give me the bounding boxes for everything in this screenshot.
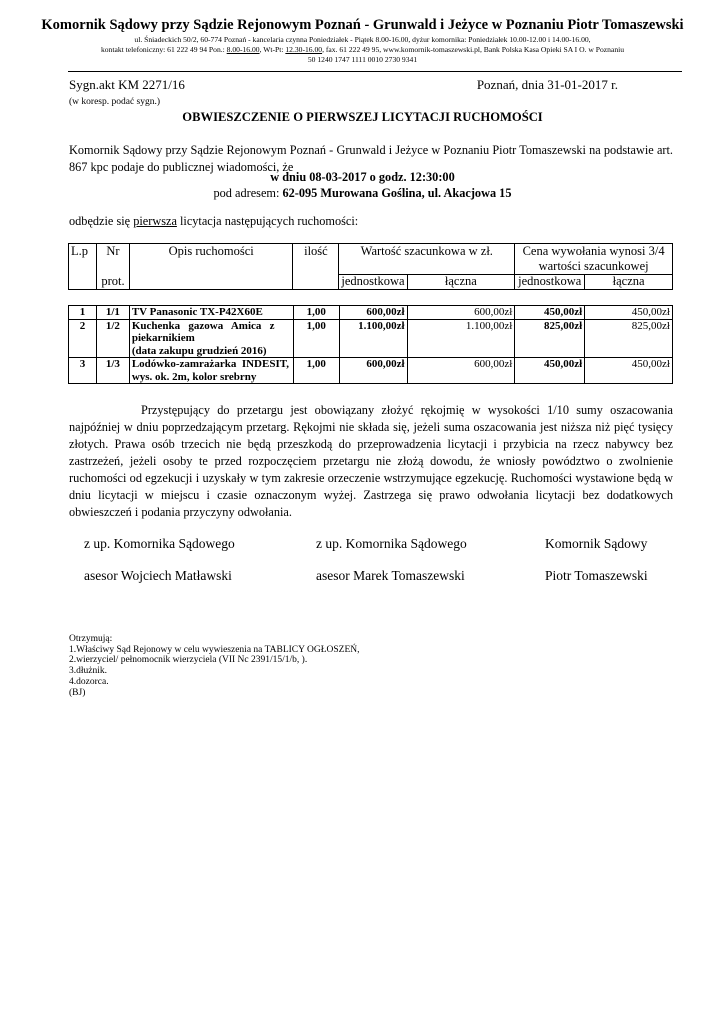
item-cena-laczna: 450,00zł <box>585 306 673 320</box>
recipient-item: (BJ) <box>69 687 86 698</box>
item-nr: 1/2 <box>96 319 129 358</box>
signature-name-2: asesor Marek Tomaszewski <box>316 568 465 583</box>
signature-role-2: z up. Komornika Sądowego <box>316 536 467 551</box>
case-note: (w koresp. podać sygn.) <box>69 97 161 107</box>
item-nr: 1/3 <box>96 358 129 384</box>
signature-role-3: Komornik Sądowy <box>545 536 648 551</box>
auction-address: 62-095 Murowana Goślina, ul. Akacjowa 15 <box>282 186 512 200</box>
contact-hours-monday: 8.00-16.00 <box>226 45 260 54</box>
item-ilosc: 1,00 <box>293 319 339 358</box>
case-number: Sygn.akt KM 2271/16 <box>69 77 185 92</box>
table-row <box>69 319 673 358</box>
recipients-list <box>69 634 360 698</box>
recipient-item: 1.Właściwy Sąd Rejonowy w celu wywieszenia na TABLICY OGŁOSZEŃ, <box>69 644 360 655</box>
item-cena-jedn: 450,00zł <box>515 358 585 384</box>
item-opis-line: Lodówko-zamrażarka INDESIT, <box>131 358 289 370</box>
item-wart-laczna: 600,00zł <box>407 358 515 384</box>
place-date: Poznań, dnia 31-01-2017 r. <box>476 77 618 92</box>
header-prot: prot. <box>96 275 129 290</box>
header-opis: Opis ruchomości <box>129 244 293 290</box>
item-cena-laczna: 825,00zł <box>585 319 673 358</box>
item-opis <box>129 319 293 358</box>
intro-text: Komornik Sądowy przy Sądzie Rejonowym Poznań - Grunwald i Jeżyce w Poznaniu Piotr Tomaszewski na podstawie art. 867 kpc podaje do publicznej wiadomości, że <box>69 143 673 174</box>
signature-role-1: z up. Komornika Sądowego <box>84 536 235 551</box>
recipient-item: 2.wierzyciel/ pełnomocnik wierzyciela (VII Nc 2391/15/1/b, ). <box>69 655 308 666</box>
item-wart-laczna: 600,00zł <box>407 306 515 320</box>
item-opis-line: wys. ok. 2m, kolor srebrny <box>131 370 257 383</box>
item-opis-line: piekarnikiem <box>131 332 195 344</box>
item-cena-jedn: 825,00zł <box>515 319 585 358</box>
contact-separator: , Wt-Pt: <box>259 45 286 54</box>
item-nr: 1/1 <box>96 306 129 320</box>
item-lp: 1 <box>69 306 97 320</box>
header-wart-laczna: łączna <box>407 275 515 290</box>
item-wart-jedn: 600,00zł <box>339 358 407 384</box>
header-cena-laczna: łączna <box>585 275 673 290</box>
header-cena: Cena wywołania wynosi 3/4 wartości szacunkowej <box>515 244 673 275</box>
auction-date: w dniu 08-03-2017 o godz. 12:30:00 <box>270 170 455 184</box>
office-contact-line <box>0 45 725 54</box>
contact-fax-bank: , fax. 61 222 49 95, www.komornik-tomaszewski.pl, Bank Polska Kasa Opieki SA I O. w Poznaniu <box>322 45 625 54</box>
item-wart-laczna: 1.100,00zł <box>407 319 515 358</box>
announcement-underlined: pierwsza <box>133 214 177 228</box>
signature-name-3: Piotr Tomaszewski <box>545 568 648 583</box>
item-wart-jedn: 600,00zł <box>339 306 407 320</box>
header-lp: L.p <box>69 244 97 290</box>
item-cena-jedn: 450,00zł <box>515 306 585 320</box>
item-lp: 3 <box>69 358 97 384</box>
header-wartosc: Wartość szacunkowa w zł. <box>339 244 515 275</box>
recipients-title: Otrzymują: <box>69 634 113 644</box>
announcement-before: odbędzie się <box>69 214 134 228</box>
items-table <box>68 305 673 384</box>
item-opis-line: (data zakupu grudzień 2016) <box>131 344 267 357</box>
office-address-line: ul. Śniadeckich 50/2, 60-774 Poznań - kancelaria czynna Poniedziałek - Piątek 8.00-16.00, dyżur komornika: Poniedziałek 10.00-12.00 i 14.00-16.00, <box>134 35 591 44</box>
auction-terms-paragraph: Przystępujący do przetargu jest obowiązany złożyć rękojmię w wysokości 1/10 sumy oszacowania najpóźniej w dniu poprzedzającym przetarg. Rękojmi nie składa się, jeżeli suma oszacowania jest niższa niż pięć tysięcy złotych. Prawa osób trzecich nie będą przeszkodą do przeprowadzenia licytacji i przybicia na rzecz nabywcy bez zastrzeżeń, jeżeli osoby te przed rozpoczęciem przetargu nie złożą dowodu, że wniosły powództwo o zwolnienie ruchomości od egzekucji i uzyskały w tym zakresie orzeczenie wstrzymujące egzekucję. Ruchomości wystawione będą w dniu licytacji w miejscu i czasie oznaczonym wyżej. Zastrzega się prawo odwołania licytacji bez dodatkowych obwieszczeń i podania przyczyny odwołania. <box>69 403 673 519</box>
auction-address-line <box>0 186 725 201</box>
address-prefix: pod adresem: <box>213 186 283 200</box>
item-wart-jedn: 1.100,00zł <box>339 319 407 358</box>
header-divider <box>68 71 682 72</box>
table-row <box>69 358 673 384</box>
item-ilosc: 1,00 <box>293 306 339 320</box>
auction-announcement <box>69 214 358 229</box>
item-cena-laczna: 450,00zł <box>585 358 673 384</box>
office-title: Komornik Sądowy przy Sądzie Rejonowym Poznań - Grunwald i Jeżyce w Poznaniu Piotr Tomaszewski <box>41 17 684 33</box>
document-title: OBWIESZCZENIE O PIERWSZEJ LICYTACJI RUCHOMOŚCI <box>182 110 543 124</box>
item-opis-line: TV Panasonic TX-P42X60E <box>131 306 263 318</box>
item-lp: 2 <box>69 319 97 358</box>
contact-phone: kontakt telefoniczny: 61 222 49 94 Pon.: <box>100 45 227 54</box>
recipient-item: 4.dozorca. <box>69 676 109 687</box>
items-table-header <box>68 243 673 290</box>
signature-name-1: asesor Wojciech Matławski <box>84 568 232 583</box>
item-opis <box>129 358 293 384</box>
item-ilosc: 1,00 <box>293 358 339 384</box>
header-ilosc: ilość <box>293 244 339 290</box>
item-opis <box>129 306 293 320</box>
header-nr: Nr <box>96 244 129 275</box>
item-opis-line: Kuchenka gazowa Amica z <box>131 319 275 332</box>
contact-hours-tue-fri: 12.30-16.00 <box>285 45 323 54</box>
announcement-after: licytacja następujących ruchomości: <box>176 214 359 228</box>
bank-account-line: 50 1240 1747 1111 0010 2730 9341 <box>307 55 418 64</box>
header-wart-jedn: jednostkowa <box>339 275 407 290</box>
header-cena-jedn: jednostkowa <box>515 275 585 290</box>
table-row <box>69 306 673 320</box>
recipient-item: 3.dłużnik. <box>69 666 107 677</box>
